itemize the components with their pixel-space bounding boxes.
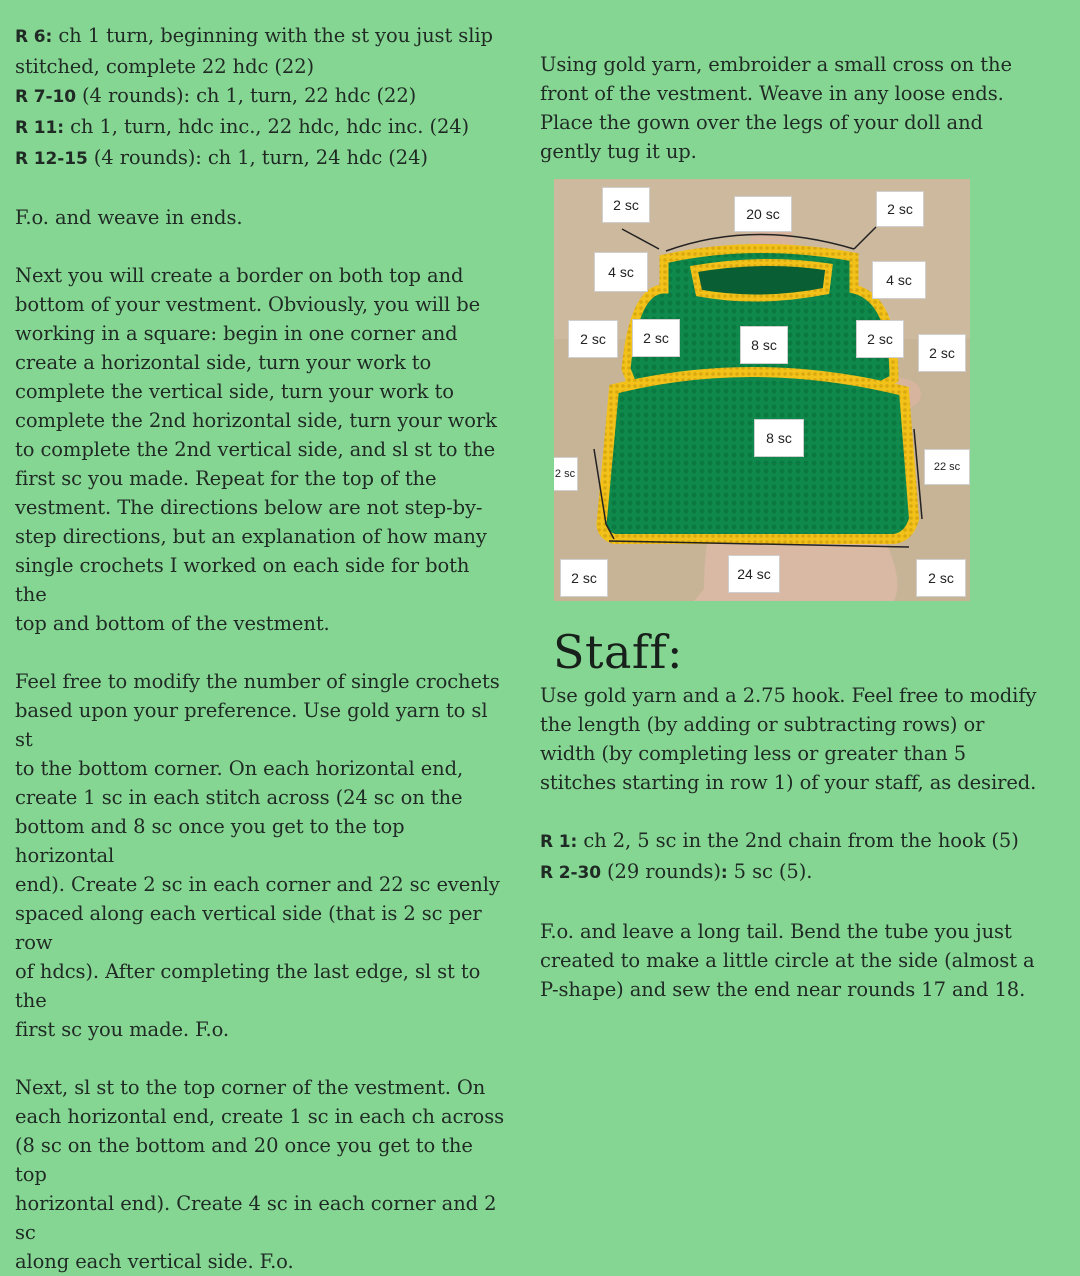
text-line: F.o. and leave a long tail. Bend the tube you just [540,920,1012,943]
text-line: create 1 sc in each stitch across (24 sc on the [15,786,463,809]
text-line: Next you will create a border on both top and [15,264,464,287]
photo-label: 8 sc [740,326,788,364]
text-line: Using gold yarn, embroider a small cross on the [540,53,1012,76]
round-line: R 7-10 (4 rounds): ch 1, turn, 22 hdc (22) [15,84,417,107]
photo-label: 2 sc [856,320,904,358]
text-line: (8 sc on the bottom and 20 once you get to the top [15,1134,473,1186]
text-line: bottom and 8 sc once you get to the top horizontal [15,815,405,867]
text-line: of hdcs). After completing the last edge, sl st to the [15,960,481,1012]
photo-label: 2 sc [602,187,650,223]
text-line: single crochets I worked on each side for both the [15,554,470,606]
vestment-photo [554,179,970,601]
photo-label: 4 sc [594,252,648,292]
photo-label: 22 sc [924,449,970,485]
text-line: front of the vestment. Weave in any loose ends. [540,82,1004,105]
fo-line: F.o. and weave in ends. [15,206,243,229]
text-line: the length (by adding or subtracting rows) or [540,713,985,736]
text-line: created to make a little circle at the side (almost a [540,949,1035,972]
text-line: create a horizontal side, turn your work to [15,351,432,374]
round-line: R 12-15 (4 rounds): ch 1, turn, 24 hdc (24) [15,146,428,169]
right-intro [540,50,1060,166]
text-line: to the bottom corner. On each horizontal end, [15,757,464,780]
text-line: complete the 2nd horizontal side, turn your work [15,409,497,432]
photo-label: 2 sc [876,191,924,227]
text-line: first sc you made. F.o. [15,1018,229,1041]
text-line: step directions, but an explanation of how many [15,525,487,548]
text-line: bottom of your vestment. Obviously, you will be [15,293,481,316]
photo-label: 2 sc [560,559,608,597]
text-line: to complete the 2nd vertical side, and sl st to the [15,438,496,461]
photo-label: 24 sc [728,555,780,593]
text-line: Place the gown over the legs of your doll and [540,111,983,134]
modify-paragraph [15,667,505,1044]
text-line: working in a square: begin in one corner and [15,322,458,345]
text-line: along each vertical side. F.o. [15,1250,294,1273]
text-line: gently tug it up. [540,140,697,163]
text-line: first sc you made. Repeat for the top of the [15,467,437,490]
text-line: width (by completing less or greater than 5 [540,742,967,765]
photo-label: 2 sc [568,320,618,358]
photo-label: 20 sc [734,196,792,232]
round-line: R 6: ch 1 turn, beginning with the st you just slip [15,24,493,47]
text-line: based upon your preference. Use gold yarn to sl st [15,699,488,751]
text-line: top and bottom of the vestment. [15,612,330,635]
staff-section [540,681,1060,1004]
text-line: stitches starting in row 1) of your staff, as desired. [540,771,1037,794]
text-line: end). Create 2 sc in each corner and 22 sc evenly [15,873,500,896]
round-line: R 11: ch 1, turn, hdc inc., 22 hdc, hdc inc. (24) [15,115,470,138]
round-line: stitched, complete 22 hdc (22) [15,55,315,78]
text-line: each horizontal end, create 1 sc in each ch across [15,1105,505,1128]
border-paragraph [15,261,505,638]
vestment-illustration [554,179,970,601]
staff-heading: Staff: [553,625,683,679]
text-line: Feel free to modify the number of single crochets [15,670,500,693]
round-line: R 2-30 (29 rounds): 5 sc (5). [540,860,813,883]
left-column [15,21,505,1276]
photo-label: 4 sc [872,261,926,299]
photo-label: 2 sc [918,334,966,372]
photo-label: 2 sc [632,319,680,357]
text-line: horizontal end). Create 4 sc in each corner and 2 sc [15,1192,497,1244]
top-paragraph [15,1073,505,1276]
text-line: complete the vertical side, turn your work to [15,380,454,403]
photo-label: 8 sc [754,419,804,457]
round-line: R 1: ch 2, 5 sc in the 2nd chain from the hook (5) [540,829,1019,852]
text-line: Next, sl st to the top corner of the vestment. On [15,1076,486,1099]
text-line: Use gold yarn and a 2.75 hook. Feel free to modify [540,684,1037,707]
text-line: P-shape) and sew the end near rounds 17 and 18. [540,978,1026,1001]
photo-label: 2 sc [554,457,578,491]
photo-label: 2 sc [916,559,966,597]
text-line: spaced along each vertical side (that is 2 sc per row [15,902,482,954]
text-line: vestment. The directions below are not step-by- [15,496,483,519]
